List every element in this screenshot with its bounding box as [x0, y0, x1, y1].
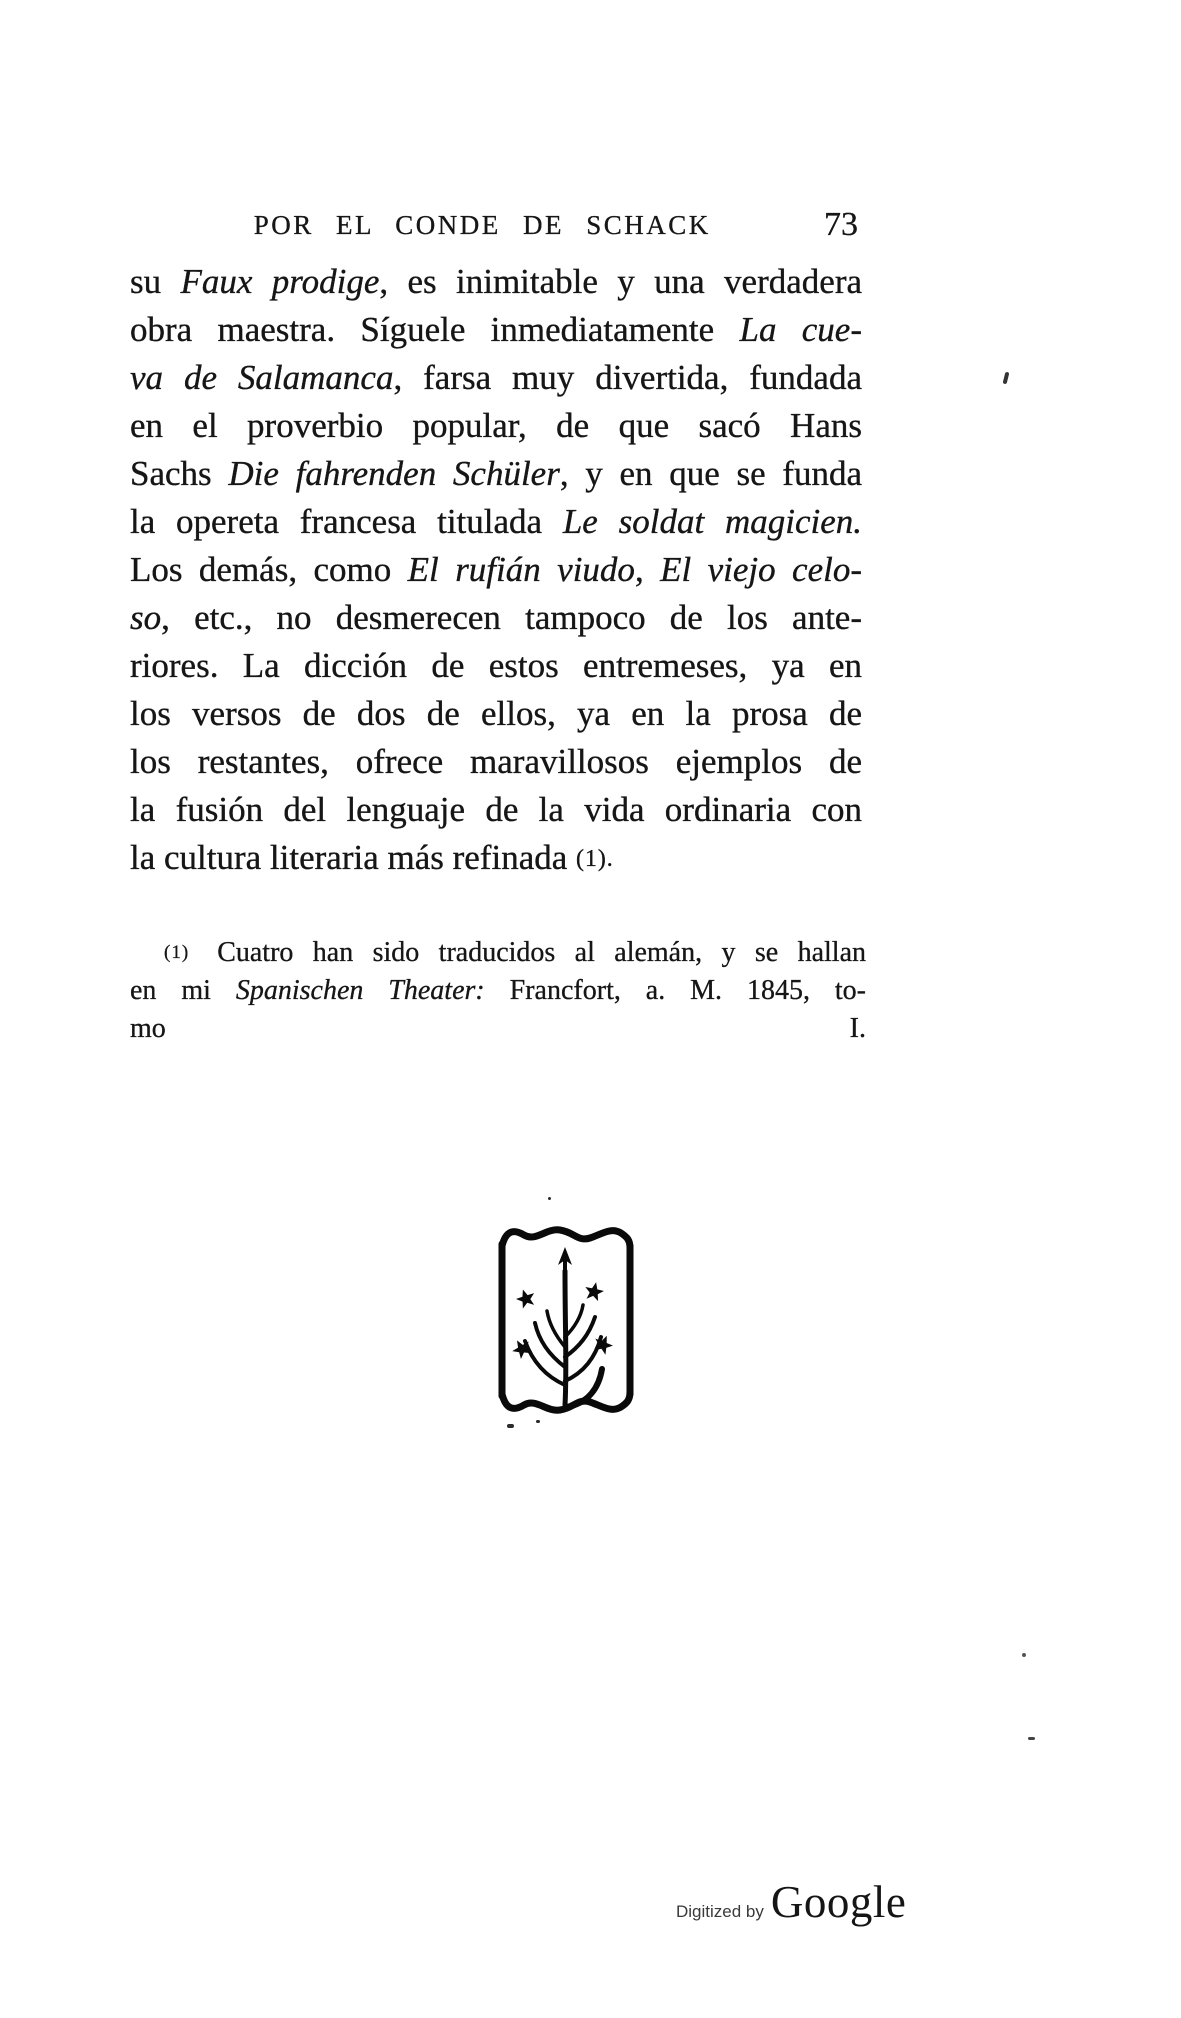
text-line: mo I.	[130, 1013, 866, 1044]
scan-speck	[1022, 1653, 1026, 1657]
text-line: la opereta francesa titulada Le soldat magicien.	[130, 502, 862, 541]
running-title: POR EL CONDE DE SCHACK	[253, 210, 711, 240]
scan-speck	[1003, 372, 1010, 385]
text-line: (1) Cuatro han sido traducidos al alemán, y se hallan	[164, 937, 866, 968]
text-line: en mi Spanischen Theater: Francfort, a. M. 1845, to-	[130, 975, 866, 1006]
floral-ornament-icon	[493, 1219, 639, 1425]
text-line: los restantes, ofrece maravillosos ejemplos de	[130, 742, 862, 781]
text-line: Sachs Die fahrenden Schüler, y en que se funda	[130, 454, 862, 493]
text-line: Los demás, como El rufián viudo, El viejo celo-	[130, 550, 863, 589]
text-line: obra maestra. Síguele inmediatamente La cue-	[130, 310, 862, 349]
scan-speck	[548, 1197, 551, 1200]
google-logo: Google	[770, 1877, 907, 1927]
text-line: su Faux prodige, es inimitable y una verdadera	[130, 262, 863, 301]
text-line: los versos de dos de ellos, ya en la prosa de	[130, 694, 862, 733]
digitized-by-label: Digitized by	[676, 1902, 764, 1921]
text-line: so, etc., no desmerecen tampoco de los ante-	[130, 598, 862, 637]
page-number: 73	[824, 206, 858, 243]
scan-speck	[507, 1424, 514, 1428]
google-watermark	[676, 1876, 906, 1928]
footnote	[130, 934, 866, 1048]
scan-speck	[1028, 1737, 1035, 1740]
text-line: riores. La dicción de estos entremeses, ya en	[130, 646, 862, 685]
page-header	[130, 206, 862, 250]
text-line: la cultura literaria más refinada (1).	[130, 838, 614, 877]
text-line: va de Salamanca, farsa muy divertida, fundada	[130, 358, 862, 397]
body-text	[130, 258, 862, 882]
text-line: en el proverbio popular, de que sacó Hans	[130, 406, 862, 445]
scan-speck	[536, 1420, 540, 1423]
text-line: la fusión del lenguaje de la vida ordinaria con	[130, 790, 862, 829]
